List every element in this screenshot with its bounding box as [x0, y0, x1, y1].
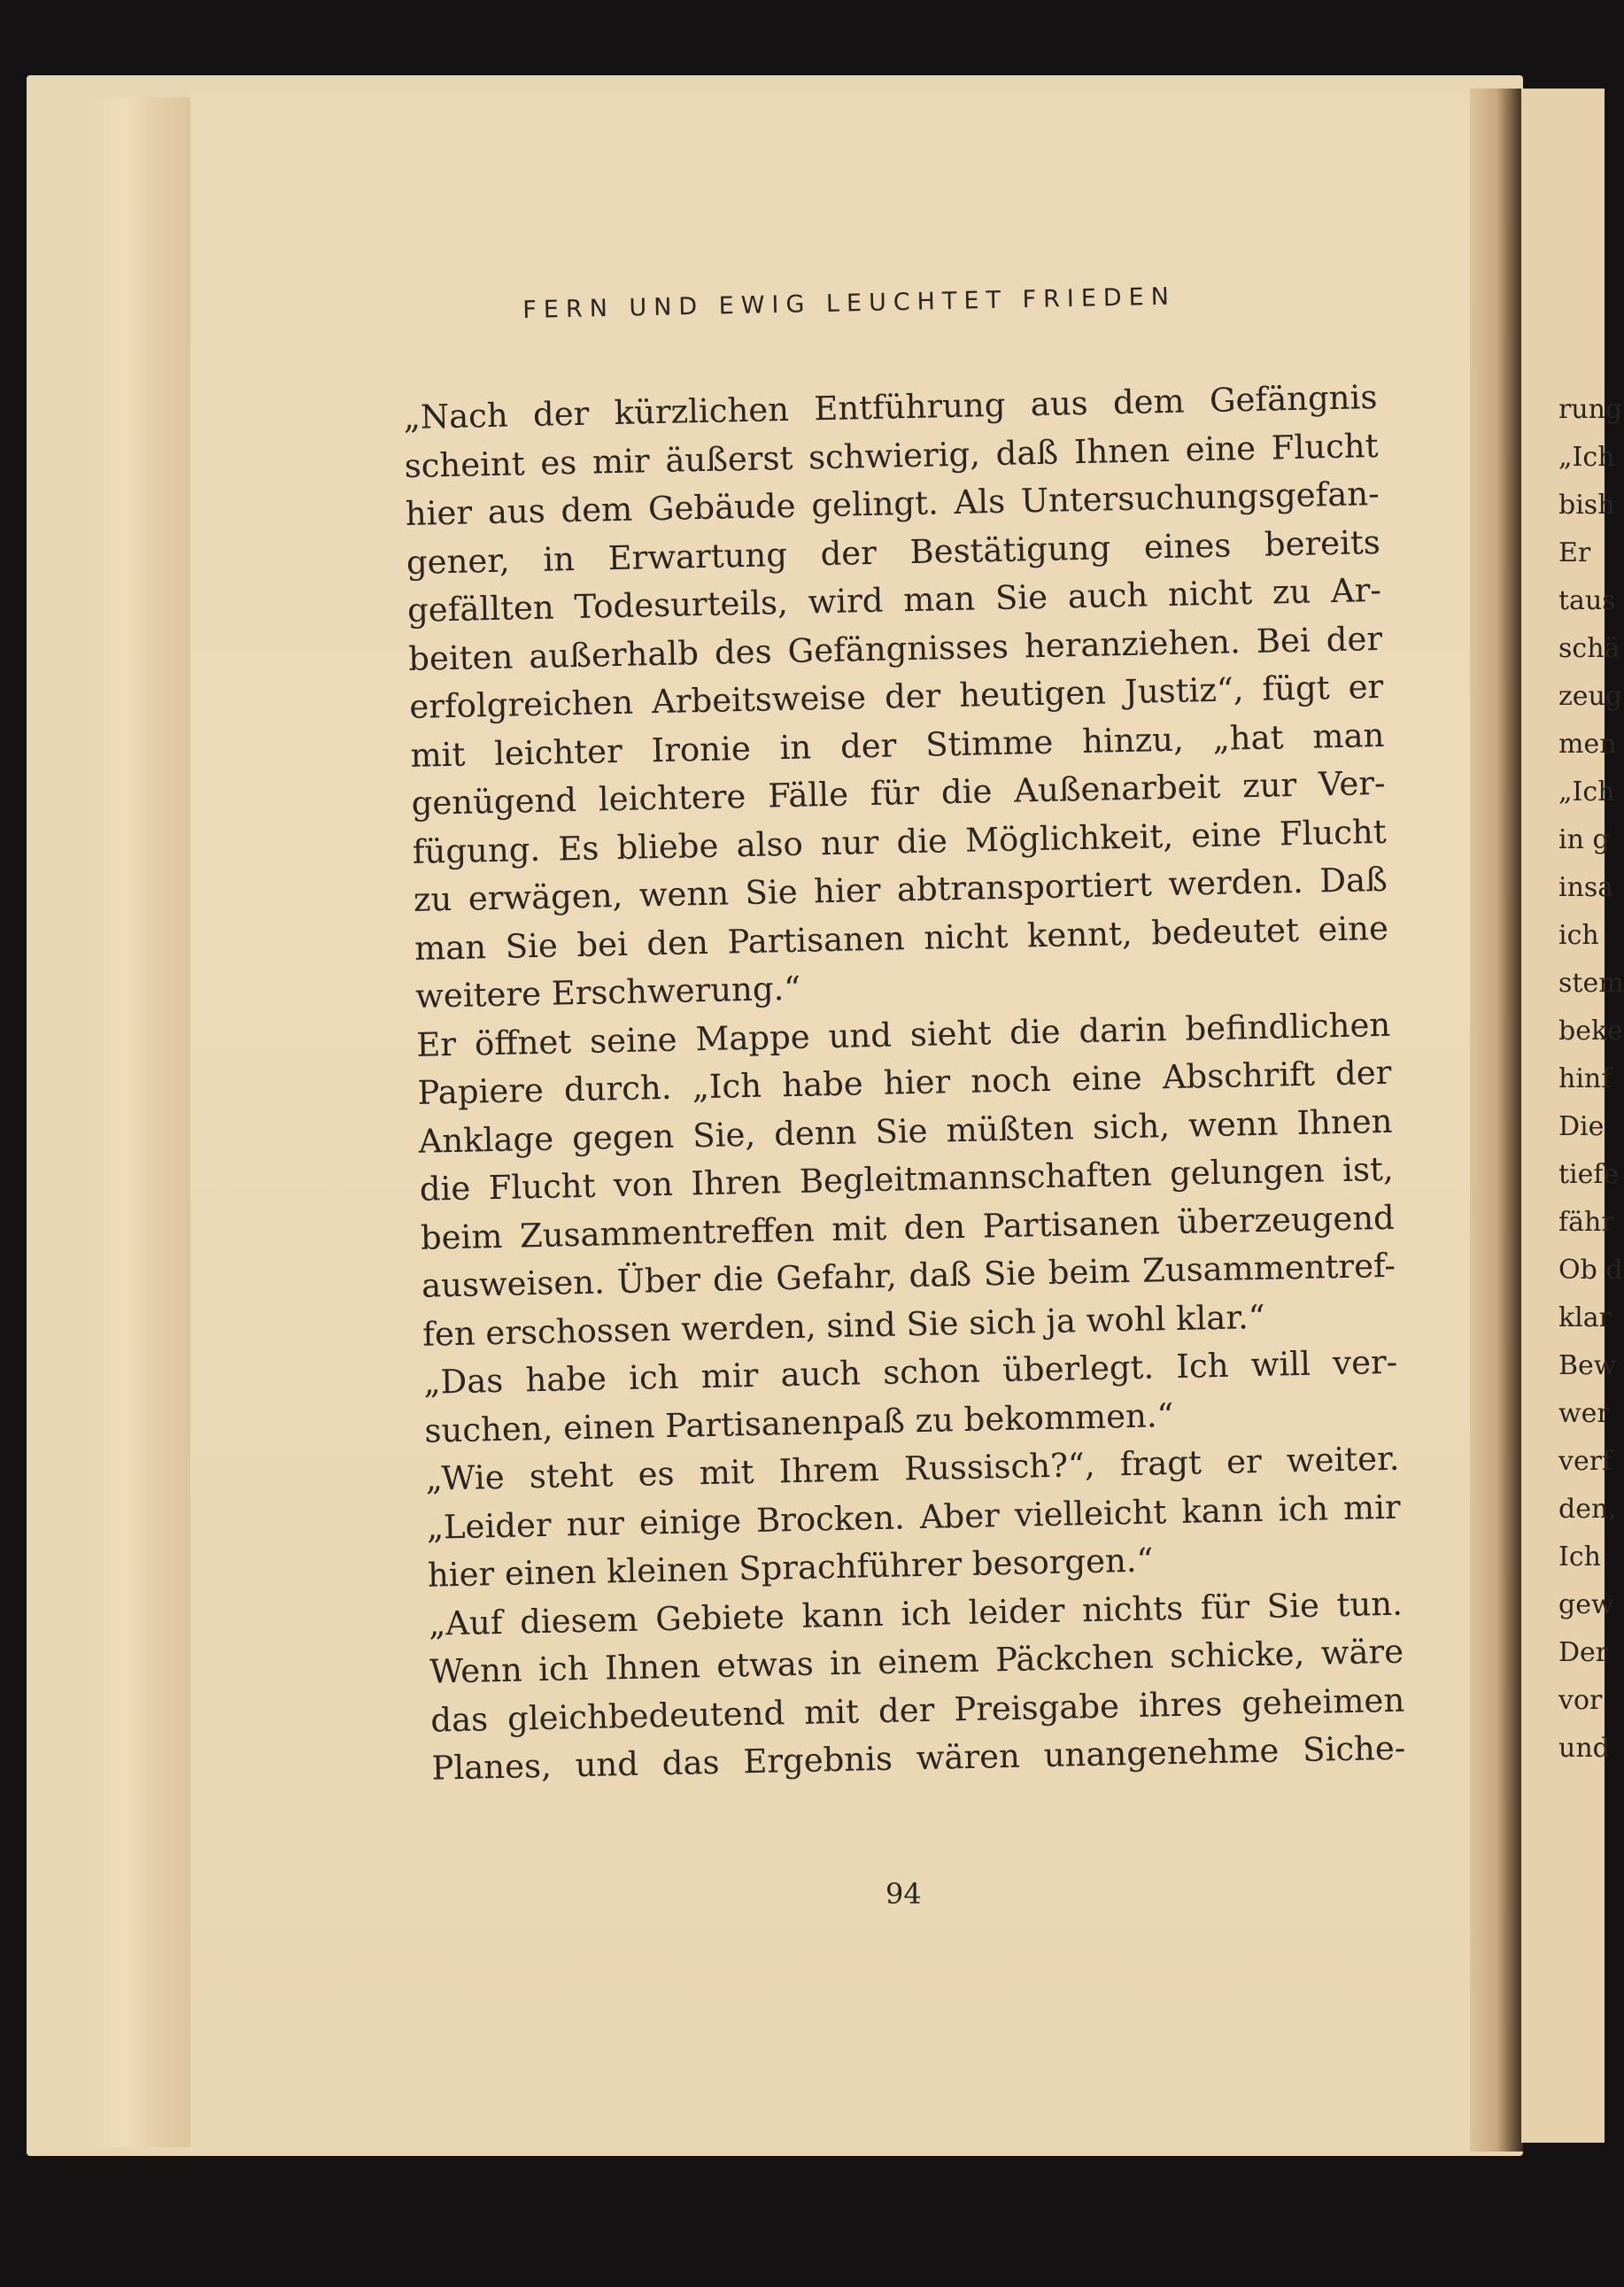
running-header: FERN UND EWIG LEUCHTET FRIEDEN: [522, 282, 1177, 324]
text-line: hier aus dem Gebäude gelingt. Als Untersuchungsgefan-: [405, 474, 1380, 533]
facing-page-fragment: hinf: [1558, 1063, 1612, 1094]
facing-page-fragment: verf: [1558, 1446, 1612, 1477]
facing-page-fragment: Ob d: [1558, 1255, 1623, 1286]
facing-page-fragment: Er: [1558, 537, 1591, 568]
facing-page-fragment: ich: [1558, 920, 1599, 951]
text-line: hier einen kleinen Sprachführer besorgen.“: [427, 1541, 1154, 1595]
facing-page-fragment: Der: [1558, 1637, 1609, 1668]
facing-page-fragment: taus: [1558, 585, 1616, 616]
facing-page-fragment: und: [1558, 1733, 1610, 1764]
text-line: fen erschossen werden, sind Sie sich ja wohl klar.“: [421, 1297, 1266, 1354]
facing-page-fragment: tiefe: [1558, 1159, 1620, 1190]
facing-page-fragment: rung: [1558, 394, 1623, 425]
text-line: fügung. Es bliebe also nur die Möglichkeit, eine Flucht: [412, 812, 1388, 871]
facing-page-fragment: den,: [1558, 1494, 1617, 1525]
text-line: Er öffnet seine Mappe und sieht die darin befindlichen: [415, 1005, 1391, 1064]
text-line: „Nach der kürzlichen Entführung aus dem Gefängnis: [403, 377, 1378, 437]
book-gutter: [1470, 89, 1523, 2152]
facing-page-fragment: in g: [1558, 824, 1610, 855]
text-line: zu erwägen, wenn Sie hier abtransportiert werden. Daß: [413, 860, 1388, 919]
page-number: 94: [885, 1877, 922, 1911]
text-line: Wenn ich Ihnen etwas in einem Päckchen schicke, wäre: [429, 1632, 1404, 1691]
facing-page-fragment: fähr: [1558, 1207, 1614, 1238]
text-line: mit leichter Ironie in der Stimme hinzu, „hat man: [410, 715, 1385, 775]
facing-page-fragment: bish: [1558, 490, 1615, 521]
facing-page-fragment: klar: [1558, 1302, 1612, 1333]
text-line: die Flucht von Ihren Begleitmannschaften gelungen ist,: [419, 1149, 1395, 1209]
facing-page-fragment: Ich: [1558, 1541, 1601, 1572]
body-text: [403, 374, 1406, 1793]
facing-page: [1521, 89, 1624, 2143]
text-line: scheint es mir äußerst schwierig, daß Ihnen eine Flucht: [404, 426, 1379, 485]
facing-page-fragment: schä: [1558, 633, 1620, 664]
text-line: weitere Erschwerung.“: [414, 969, 801, 1016]
facing-page-fragment: beke: [1558, 1016, 1623, 1047]
text-line: „Das habe ich mir auch schon überlegt. Ich will ver-: [422, 1342, 1398, 1402]
facing-page-fragment: stem: [1558, 968, 1624, 999]
text-line: beim Zusammentreffen mit den Partisanen überzeugend: [420, 1198, 1396, 1257]
text-line: Planes, und das Ergebnis wären unangenehme Siche-: [431, 1728, 1406, 1788]
facing-page-fragment: men: [1558, 729, 1617, 760]
text-line: ausweisen. Über die Gefahr, daß Sie beim Zusammentref-: [421, 1246, 1396, 1305]
text-line: erfolgreichen Arbeitsweise der heutigen Justiz“, fügt er: [408, 667, 1384, 726]
text-line: „Leider nur einige Brocken. Aber vielleicht kann ich mir: [426, 1487, 1402, 1547]
facing-page-fragment: zeug: [1558, 681, 1623, 712]
text-line: Papiere durch. „Ich habe hier noch eine Abschrift der: [417, 1053, 1392, 1112]
facing-page-fragment: vor: [1558, 1685, 1603, 1716]
text-line: beiten außerhalb des Gefängnisses heranziehen. Bei der: [407, 619, 1383, 678]
text-line: genügend leichtere Fälle für die Außenarbeit zur Ver-: [411, 763, 1386, 823]
facing-page-fragment: Bew: [1558, 1350, 1617, 1381]
text-line: suchen, einen Partisanenpaß zu bekommen.“: [424, 1395, 1174, 1450]
facing-page-fragment: wer: [1558, 1398, 1610, 1429]
text-line: „Auf diesem Gebiete kann ich leider nichts für Sie tun.: [428, 1584, 1404, 1643]
facing-page-fragment: insa: [1558, 872, 1614, 903]
facing-page-fragment: gew: [1558, 1589, 1614, 1620]
facing-page-fragment: Die: [1558, 1111, 1605, 1142]
text-line: man Sie bei den Partisanen nicht kennt, bedeutet eine: [414, 908, 1389, 968]
text-line: Anklage gegen Sie, denn Sie müßten sich, wenn Ihnen: [418, 1101, 1393, 1161]
text-line: das gleichbedeutend mit der Preisgabe ihres geheimen: [429, 1680, 1405, 1740]
facing-page-fragment: „Ich: [1558, 442, 1615, 473]
facing-page-fragment: „Ich: [1558, 776, 1615, 807]
text-line: gefällten Todesurteils, wird man Sie auch nicht zu Ar-: [406, 570, 1382, 630]
text-line: gener, in Erwartung der Bestätigung eines bereits: [406, 522, 1381, 582]
text-line: „Wie steht es mit Ihrem Russisch?“, fragt er weiter.: [425, 1439, 1400, 1498]
